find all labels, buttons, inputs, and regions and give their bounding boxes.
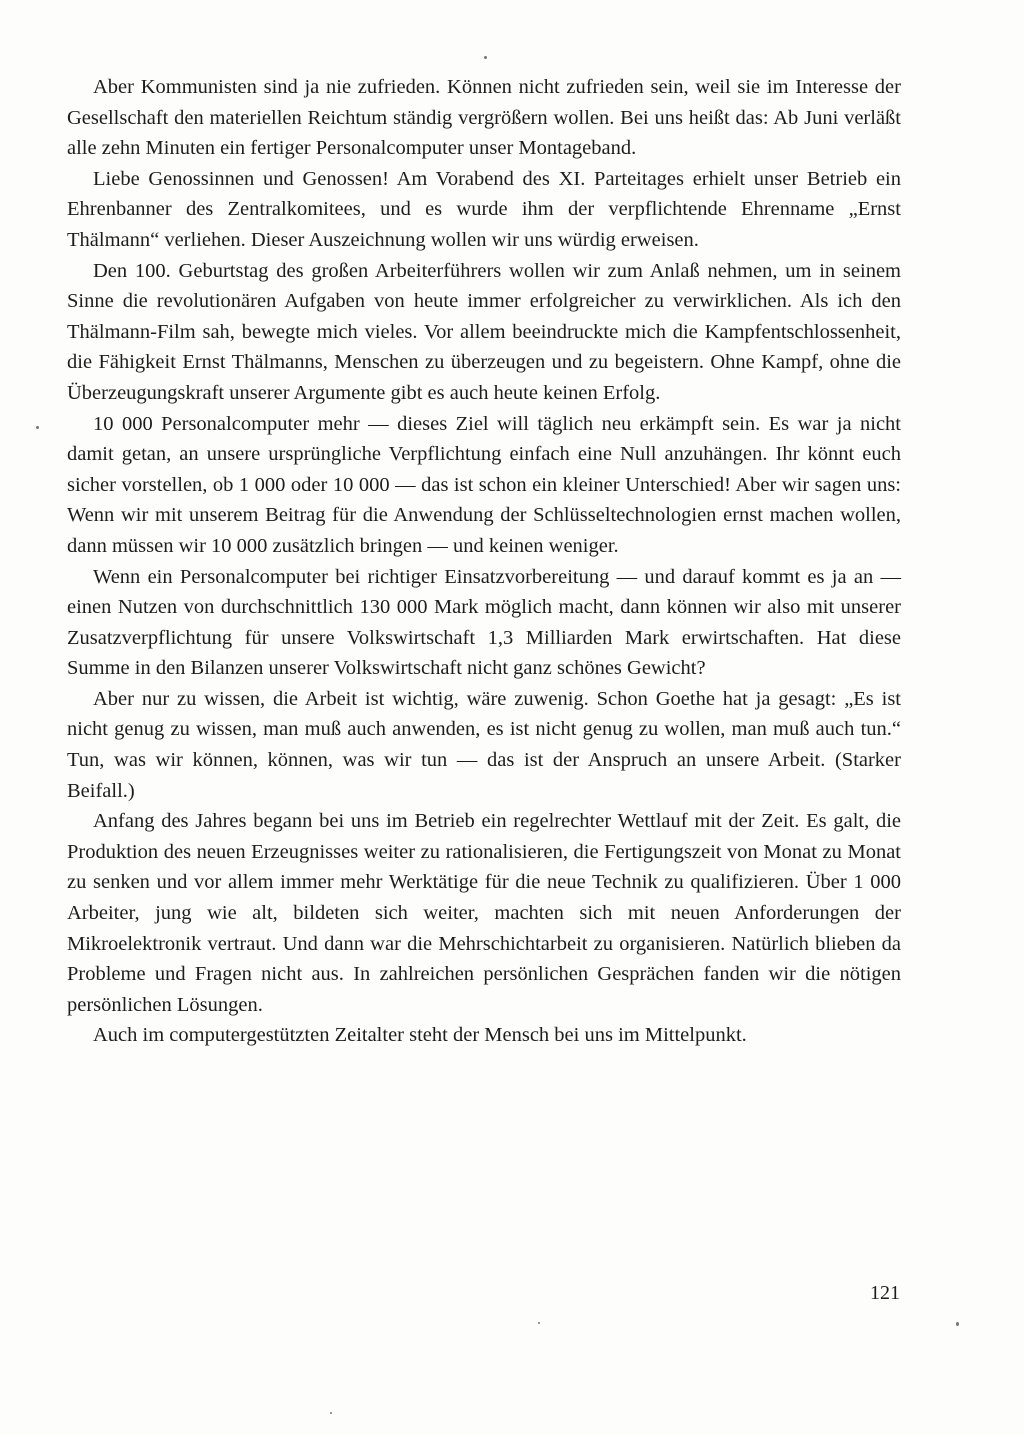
- scan-speck: [330, 1412, 332, 1414]
- scan-speck: [36, 426, 39, 429]
- paragraph-6: Aber nur zu wissen, die Arbeit ist wichtig, wäre zuwenig. Schon Goethe hat ja gesagt: „Es ist nicht genug zu wissen, man muß auch anwenden, es ist nicht genug zu wollen, man muß auch tun.“ Tun, was wir können, können, was wir tun — das ist der Anspruch an unsere Arbeit. (Starker Beifall.): [67, 687, 901, 802]
- body-text: [67, 72, 901, 1051]
- paragraph-2: Liebe Genossinnen und Genossen! Am Vorabend des XI. Parteitages erhielt unser Betrieb ein Ehrenbanner des Zentralkomitees, und es wurde ihm der verpflichtende Ehrenname „Ernst Thälmann“ verliehen. Dieser Auszeichnung wollen wir uns würdig erweisen.: [67, 167, 901, 251]
- paragraph-7: Anfang des Jahres begann bei uns im Betrieb ein regelrechter Wettlauf mit der Zeit. Es galt, die Produktion des neuen Erzeugnisses weiter zu rationalisieren, die Fertigungszeit von Monat zu Monat zu senken und vor allem immer mehr Werktätige für die neue Technik zu qualifizieren. Über 1 000 Arbeiter, jung wie alt, bildeten sich weiter, machten sich mit neuen Anforderungen der Mikroelektronik vertraut. Und dann war die Mehrschichtarbeit zu organisieren. Natürlich blieben da Probleme und Fragen nicht aus. In zahlreichen persönlichen Gesprächen fanden wir die nötigen persönlichen Lösungen.: [67, 810, 901, 1016]
- scan-speck: [538, 1322, 540, 1324]
- paragraph-8: Auch im computergestützten Zeitalter steht der Mensch bei uns im Mittelpunkt.: [93, 1024, 747, 1047]
- scan-speck: [956, 1322, 959, 1326]
- paragraph-1: Aber Kommunisten sind ja nie zufrieden. Können nicht zufrieden sein, weil sie im Interesse der Gesellschaft den materiellen Reichtum ständig vergrößern wollen. Bei uns heißt das: Ab Juni verläßt alle zehn Minuten ein fertiger Personalcomputer unser Montageband.: [67, 76, 901, 160]
- scan-speck: [484, 56, 487, 59]
- page-number: 121: [870, 1282, 900, 1304]
- paragraph-5: Wenn ein Personalcomputer bei richtiger Einsatzvorbereitung — und darauf kommt es ja an — einen Nutzen von durchschnittlich 130 000 Mark möglich macht, dann können wir also mit unserer Zusatzverpflichtung für unsere Volkswirtschaft 1,3 Milliarden Mark erwirtschaften. Hat diese Summe in den Bilanzen unserer Volkswirtschaft nicht ganz schönes Gewicht?: [67, 565, 901, 680]
- paragraph-3: Den 100. Geburtstag des großen Arbeiterführers wollen wir zum Anlaß nehmen, um in seinem Sinne die revolutionären Aufgaben von heute immer erfolgreicher zu verwirklichen. Als ich den Thälmann-Film sah, bewegte mich vieles. Vor allem beeindruckte mich die Kampfentschlossenheit, die Fähigkeit Ernst Thälmanns, Menschen zu überzeugen und zu begeistern. Ohne Kampf, ohne die Überzeugungskraft unserer Argumente gibt es auch heute keinen Erfolg.: [67, 259, 901, 404]
- paragraph-4: 10 000 Personalcomputer mehr — dieses Ziel will täglich neu erkämpft sein. Es war ja nicht damit getan, an unsere ursprüngliche Verpflichtung einfach eine Null anzuhängen. Ihr könnt euch sicher vorstellen, ob 1 000 oder 10 000 — das ist schon ein kleiner Unterschied! Aber wir sagen uns: Wenn wir mit unserem Beitrag für die Anwendung der Schlüsseltechnologien ernst machen wollen, dann müssen wir 10 000 zusätzlich bringen — und keinen weniger.: [67, 412, 901, 557]
